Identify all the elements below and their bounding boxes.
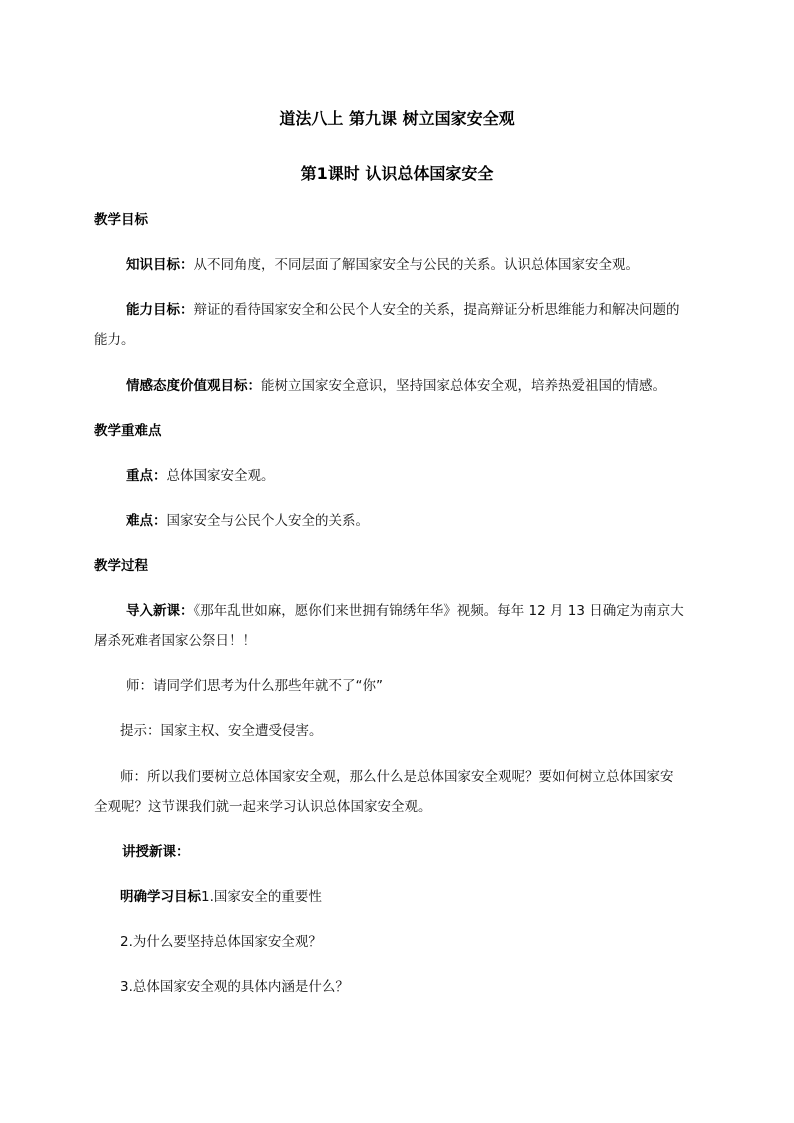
hint-text: 提示：国家主权、安全遭受侵害。 (120, 723, 323, 739)
intro-paragraph (126, 601, 684, 621)
intro-label: 导入新课： (126, 603, 194, 619)
ability-text-2: 能力。 (94, 332, 135, 348)
intro-text-2: 屠杀死难者国家公祭日！！ (94, 633, 256, 649)
goal-1: 1.国家安全的重要性 (201, 889, 322, 905)
ability-label: 能力目标： (126, 302, 194, 318)
knowledge-objective (126, 255, 639, 275)
knowledge-label: 知识目标： (126, 257, 194, 273)
emotion-label: 情感态度价值观目标： (126, 378, 261, 394)
key-label: 重点： (126, 468, 167, 484)
heading-objectives: 教学目标 (94, 212, 148, 228)
document-subtitle: 第1课时 认识总体国家安全 (300, 164, 494, 183)
difficulty-text: 国家安全与公民个人安全的关系。 (166, 513, 369, 529)
emotion-objective (126, 376, 666, 396)
goal-2: 2.为什么要坚持总体国家安全观？ (120, 934, 322, 950)
knowledge-text: 从不同角度，不同层面了解国家安全与公民的关系。认识总体国家安全观。 (193, 257, 639, 273)
ability-objective (126, 300, 680, 320)
goal-3: 3.总体国家安全观的具体内涵是什么？ (120, 979, 349, 995)
key-point (126, 466, 275, 486)
new-lesson-label: 讲授新课： (122, 844, 190, 860)
difficulty-label: 难点： (126, 513, 167, 529)
difficulty-point (126, 511, 369, 531)
teacher-question: 师：请同学们思考为什么那些年就不了“你” (126, 678, 383, 694)
heading-process: 教学过程 (94, 558, 148, 574)
goals-label: 明确学习目标 (120, 889, 201, 905)
intro-text-1: 《那年乱世如麻，愿你们来世拥有锦绣年华》视频。每年 12 月 13 日确定为南京大 (193, 603, 684, 619)
emotion-text: 能树立国家安全意识，坚持国家总体安全观，培养热爱祖国的情感。 (261, 378, 666, 394)
learning-goals (120, 887, 322, 907)
key-text: 总体国家安全观。 (166, 468, 275, 484)
teacher-statement-line1: 师：所以我们要树立总体国家安全观，那么什么是总体国家安全观呢？要如何树立总体国家安 (120, 769, 674, 785)
document-title: 道法八上 第九课 树立国家安全观 (279, 109, 515, 128)
heading-key-points: 教学重难点 (94, 423, 162, 439)
teacher-statement-line2: 全观呢？这节课我们就一起来学习认识总体国家安全观。 (94, 799, 432, 815)
ability-text-1: 辩证的看待国家安全和公民个人安全的关系，提高辩证分析思维能力和解决问题的 (193, 302, 680, 318)
